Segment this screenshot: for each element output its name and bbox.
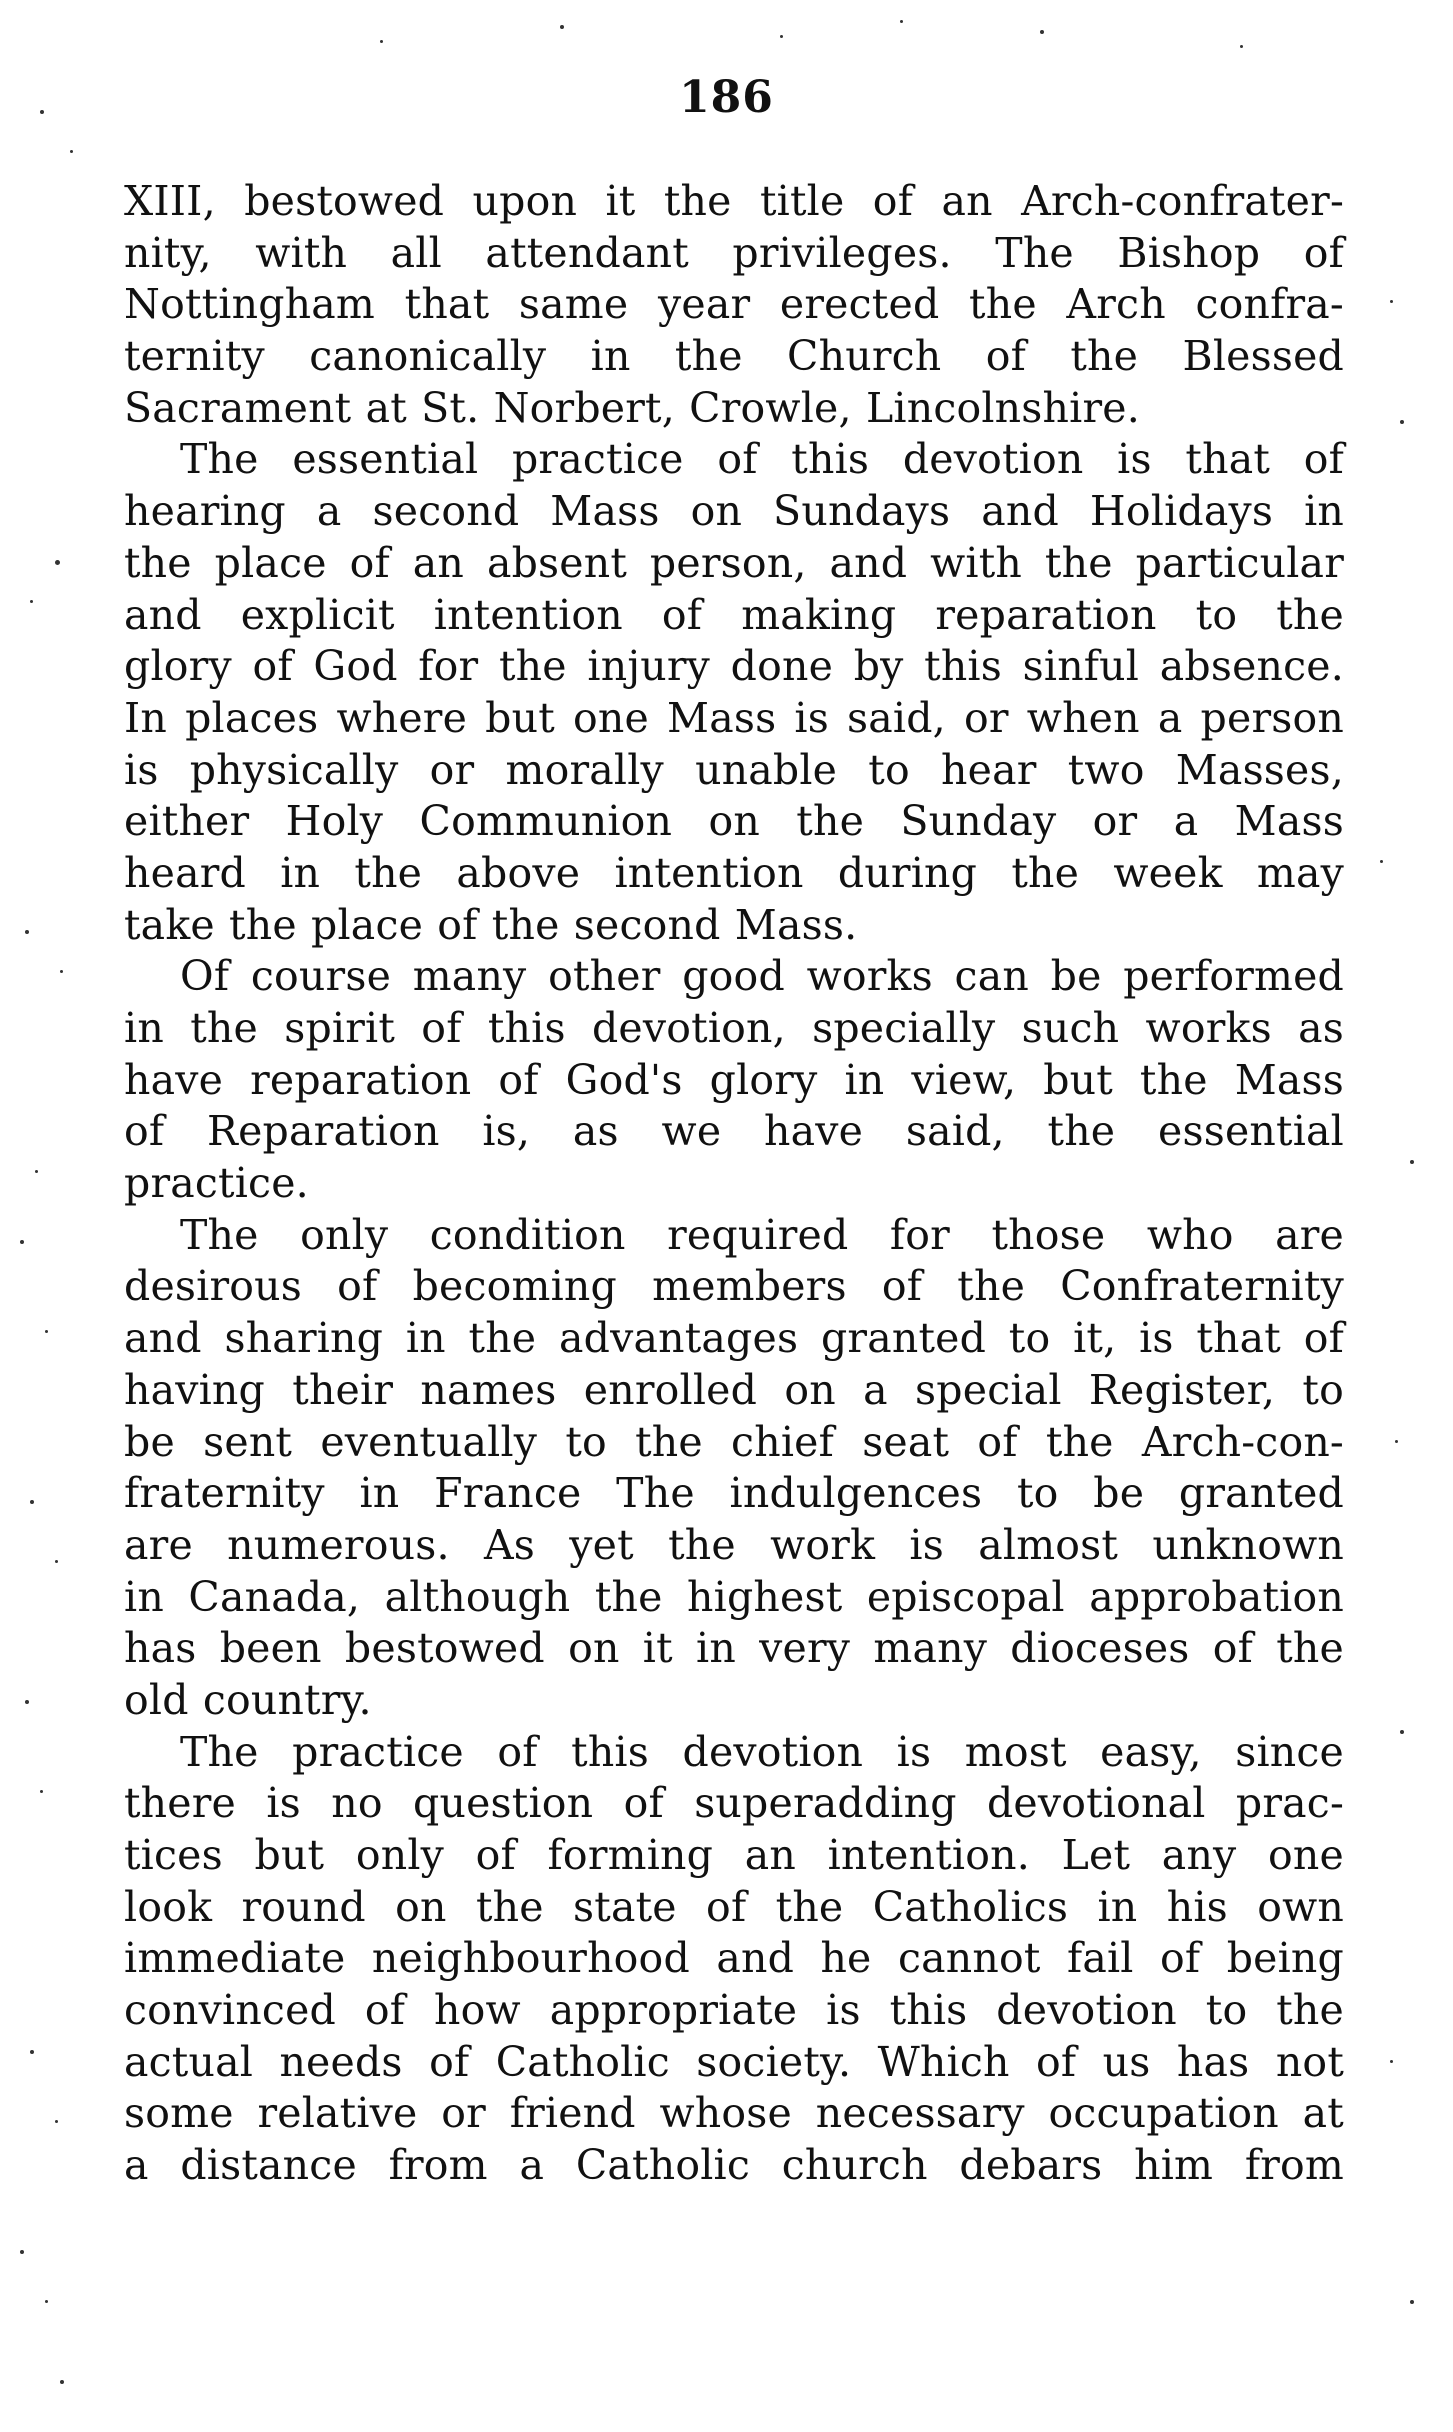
scan-speck (60, 970, 63, 973)
page-number: 186 (679, 72, 774, 123)
scan-speck (900, 20, 903, 23)
scan-speck (20, 2250, 24, 2254)
scan-speck (1410, 2300, 1414, 2304)
text-line: old country. (124, 1675, 372, 1724)
text-line: be sent eventually to the chief seat of the Arch-con- (124, 1417, 1344, 1466)
scan-speck (1390, 2060, 1393, 2063)
scan-speck (40, 110, 44, 114)
scan-speck (1395, 1440, 1398, 1443)
scan-speck (1400, 1730, 1404, 1734)
body-text (124, 176, 1344, 2192)
scan-speck (1410, 1160, 1414, 1164)
text-line: Nottingham that same year erected the Arch confra- (124, 280, 1344, 329)
scan-speck (1400, 420, 1404, 424)
text-line: either Holy Communion on the Sunday or a Mass (124, 797, 1344, 846)
scan-speck (55, 560, 60, 565)
text-line: the place of an absent person, and with the particular (124, 538, 1344, 587)
text-line: The practice of this devotion is most easy, since (180, 1727, 1344, 1776)
text-line: The only condition required for those who are (180, 1210, 1344, 1259)
text-line: hearing a second Mass on Sundays and Holidays in (124, 487, 1344, 536)
scan-speck (30, 600, 33, 603)
text-line: The essential practice of this devotion is that of (180, 435, 1344, 484)
text-line: immediate neighbourhood and he cannot fail of being (124, 1934, 1344, 1983)
text-line: in the spirit of this devotion, specially such works as (124, 1004, 1344, 1052)
text-line: tices but only of forming an intention. Let any one (124, 1831, 1344, 1879)
scan-speck (20, 1240, 24, 1244)
text-line: desirous of becoming members of the Confraternity (124, 1262, 1344, 1311)
scan-speck (380, 40, 383, 43)
text-line: take the place of the second Mass. (124, 900, 858, 949)
scan-speck (35, 1170, 38, 1173)
text-line: having their names enrolled on a special Register, to (124, 1365, 1344, 1414)
scan-speck (30, 2050, 34, 2054)
scan-speck (40, 1790, 43, 1793)
scan-speck (1040, 30, 1044, 34)
text-line: is physically or morally unable to hear two Masses, (124, 745, 1344, 794)
scan-speck (25, 930, 29, 934)
text-line: and explicit intention of making reparation to the (124, 590, 1344, 639)
scan-speck (560, 25, 564, 29)
scan-speck (30, 1500, 34, 1504)
text-line: of Reparation is, as we have said, the essential (124, 1107, 1344, 1156)
text-line: there is no question of superadding devotional prac- (124, 1779, 1344, 1828)
scan-speck (70, 150, 73, 153)
text-line: has been bestowed on it in very many dioceses of the (124, 1624, 1344, 1673)
scan-speck (25, 1700, 29, 1704)
scan-speck (780, 35, 783, 38)
text-line: convinced of how appropriate is this devotion to the (124, 1986, 1344, 2035)
text-line: are numerous. As yet the work is almost unknown (124, 1520, 1344, 1569)
text-line: Sacrament at St. Norbert, Crowle, Lincolnshire. (124, 383, 1140, 432)
scan-speck (45, 1330, 48, 1333)
text-line: practice. (124, 1159, 309, 1208)
text-line: ternity canonically in the Church of the Blessed (124, 332, 1344, 381)
text-line: actual needs of Catholic society. Which of us has not (124, 2037, 1344, 2086)
scan-speck (45, 2300, 48, 2303)
scan-speck (1390, 300, 1393, 303)
scan-speck (55, 2120, 58, 2123)
scan-speck (1380, 860, 1383, 863)
text-line: XIII, bestowed upon it the title of an Arch-confrater- (124, 177, 1344, 225)
text-line: some relative or friend whose necessary occupation at (124, 2089, 1344, 2138)
text-line: Of course many other good works can be performed (180, 952, 1344, 1001)
text-line: heard in the above intention during the week may (124, 848, 1344, 897)
text-line: and sharing in the advantages granted to it, is that of (124, 1314, 1344, 1363)
text-line: look round on the state of the Catholics in his own (124, 1882, 1344, 1931)
scan-speck (60, 2380, 64, 2384)
text-line: fraternity in France The indulgences to be granted (124, 1469, 1344, 1518)
scan-speck (55, 1560, 58, 1563)
text-line: have reparation of God's glory in view, but the Mass (124, 1055, 1344, 1104)
text-line: in Canada, although the highest episcopal approbation (124, 1572, 1344, 1621)
text-line: glory of God for the injury done by this sinful absence. (124, 642, 1344, 691)
text-line: a distance from a Catholic church debars him from (124, 2141, 1344, 2190)
text-line: In places where but one Mass is said, or when a person (124, 693, 1344, 742)
scan-speck (1240, 45, 1243, 48)
text-line: nity, with all attendant privileges. The Bishop of (124, 228, 1344, 277)
